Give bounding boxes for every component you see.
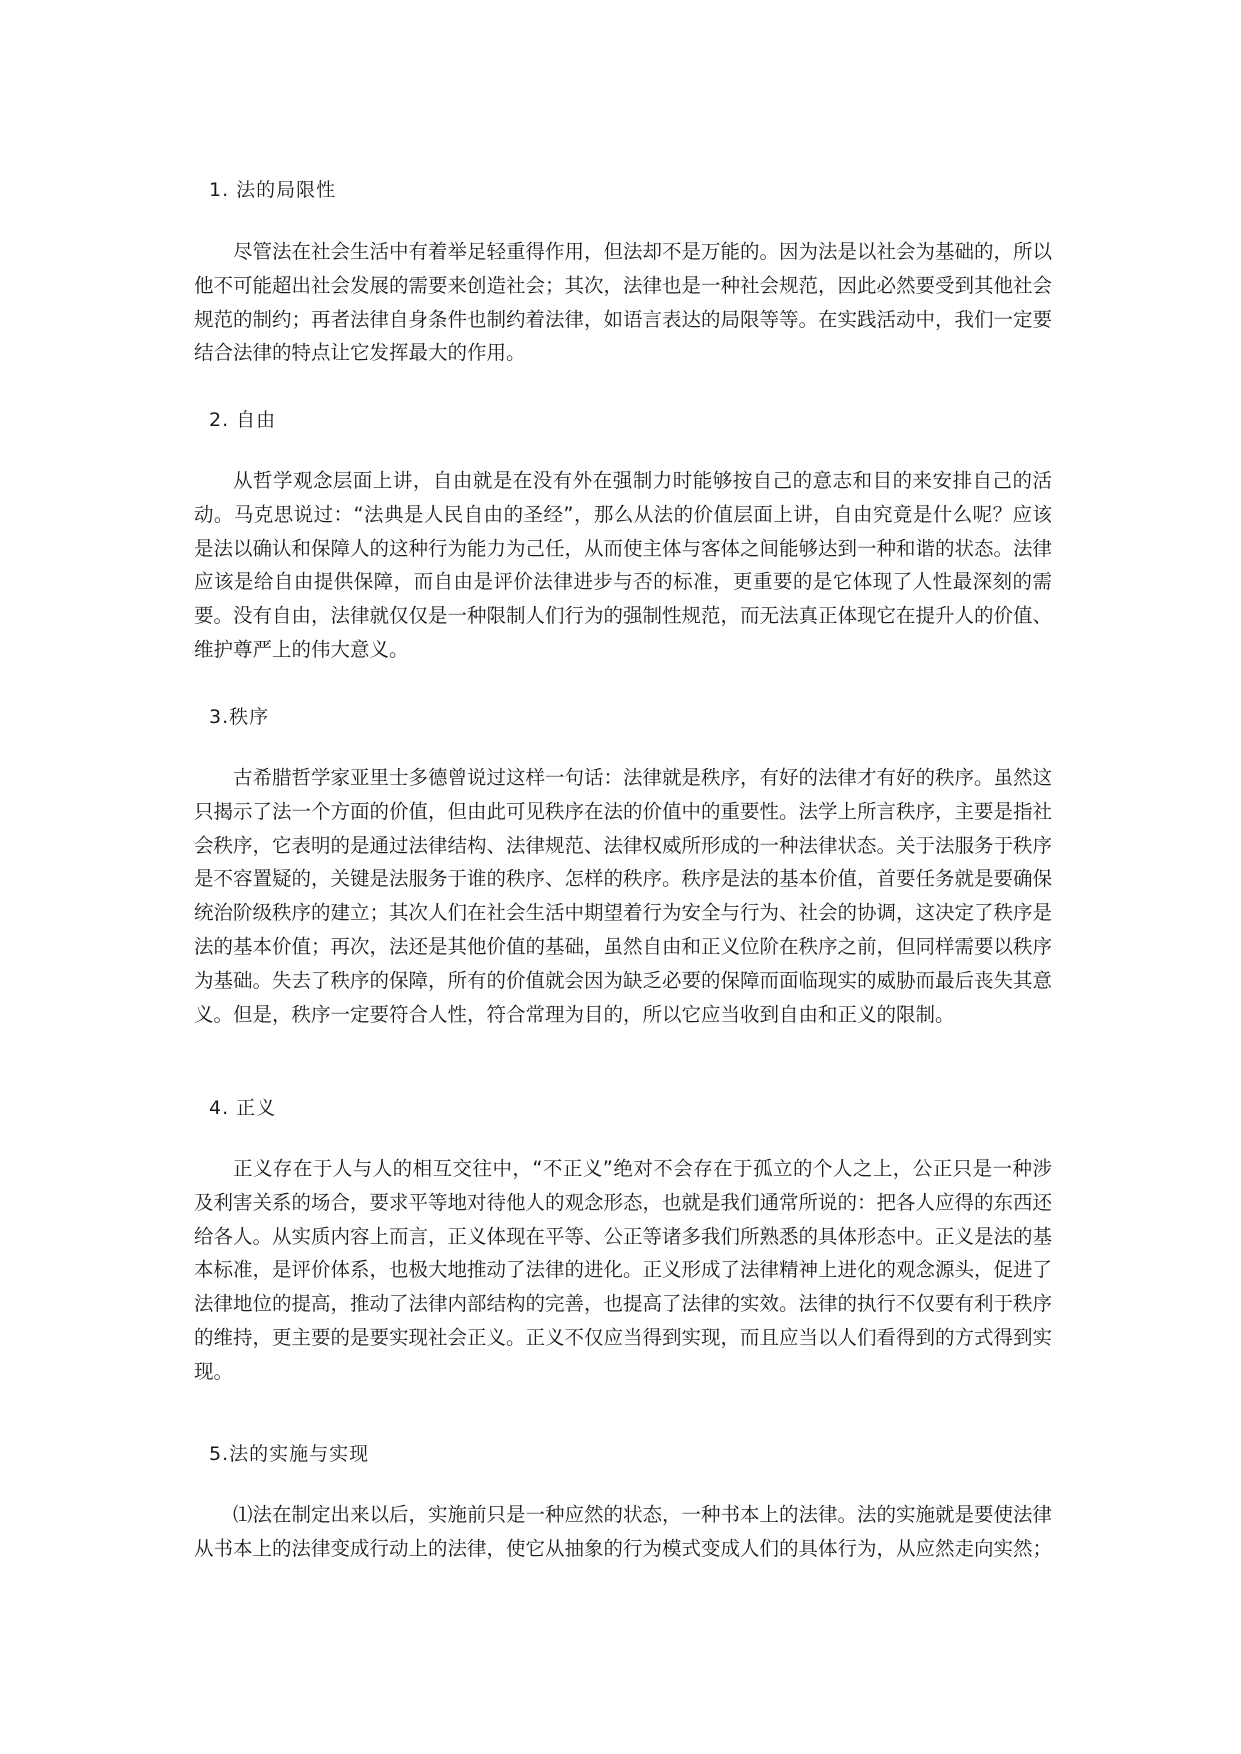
section-heading-implementation: 5.法的实施与实现 <box>209 1443 370 1465</box>
section-paragraph-order: 古希腊哲学家亚里士多德曾说过这样一句话：法律就是秩序，有好的法律才有好的秩序。虽然这只揭示了法一个方面的价值，但由此可见秩序在法的价值中的重要性。法学上所言秩序，主要是指社会秩序，它表明的是通过法律结构、法律规范、法律权威所形成的一种法律状态。关于法服务于秩序是不容置疑的，关键是法服务于谁的秩序、怎样的秩序。秩序是法的基本价值，首要任务就是要确保统治阶级秩序的建立；其次人们在社会生活中期望着行为安全与行为、社会的协调，这决定了秩序是法的基本价值；再次，法还是其他价值的基础，虽然自由和正义位阶在秩序之前，但同样需要以秩序为基础。失去了秩序的保障，所有的价值就会因为缺乏必要的保障而面临现实的威胁而最后丧失其意义。但是，秩序一定要符合人性，符合常理为目的，所以它应当收到自由和正义的限制。 <box>194 766 1053 1026</box>
section-paragraph-limitations: 尽管法在社会生活中有着举足轻重得作用，但法却不是万能的。因为法是以社会为基础的，所以他不可能超出社会发展的需要来创造社会；其次，法律也是一种社会规范，因此必然要受到其他社会规范的制约；再者法律自身条件也制约着法律，如语言表达的局限等等。在实践活动中，我们一定要结合法律的特点让它发挥最大的作用。 <box>194 240 1053 365</box>
section-paragraph-freedom: 从哲学观念层面上讲，自由就是在没有外在强制力时能够按自己的意志和目的来安排自己的活动。马克思说过：“法典是人民自由的圣经”，那么从法的价值层面上讲，自由究竟是什么呢？应该是法以确认和保障人的这种行为能力为己任，从而使主体与客体之间能够达到一种和谐的状态。法律应该是给自由提供保障，而自由是评价法律进步与否的标准，更重要的是它体现了人性最深刻的需要。没有自由，法律就仅仅是一种限制人们行为的强制性规范，而无法真正体现它在提升人的价值、维护尊严上的伟大意义。 <box>194 469 1053 661</box>
section-heading-justice: 4. 正义 <box>209 1097 277 1119</box>
section-paragraph-justice: 正义存在于人与人的相互交往中，“不正义”绝对不会存在于孤立的个人之上，公正只是一种涉及利害关系的场合，要求平等地对待他人的观念形态，也就是我们通常所说的：把各人应得的东西还给各人。从实质内容上而言，正义体现在平等、公正等诸多我们所熟悉的具体形态中。正义是法的基本标准，是评价体系，也极大地推动了法律的进化。正义形成了法律精神上进化的观念源头，促进了法律地位的提高，推动了法律内部结构的完善，也提高了法律的实效。法律的执行不仅要有利于秩序的维持，更主要的是要实现社会正义。正义不仅应当得到实现，而且应当以人们看得到的方式得到实现。 <box>194 1157 1053 1383</box>
section-paragraph-implementation: ⑴法在制定出来以后，实施前只是一种应然的状态，一种书本上的法律。法的实施就是要使法律从书本上的法律变成行动上的法律，使它从抽象的行为模式变成人们的具体行为，从应然走向实然； <box>194 1503 1053 1560</box>
section-heading-freedom: 2. 自由 <box>209 409 277 431</box>
section-heading-order: 3.秩序 <box>209 706 270 728</box>
section-heading-limitations: 1. 法的局限性 <box>209 179 337 201</box>
